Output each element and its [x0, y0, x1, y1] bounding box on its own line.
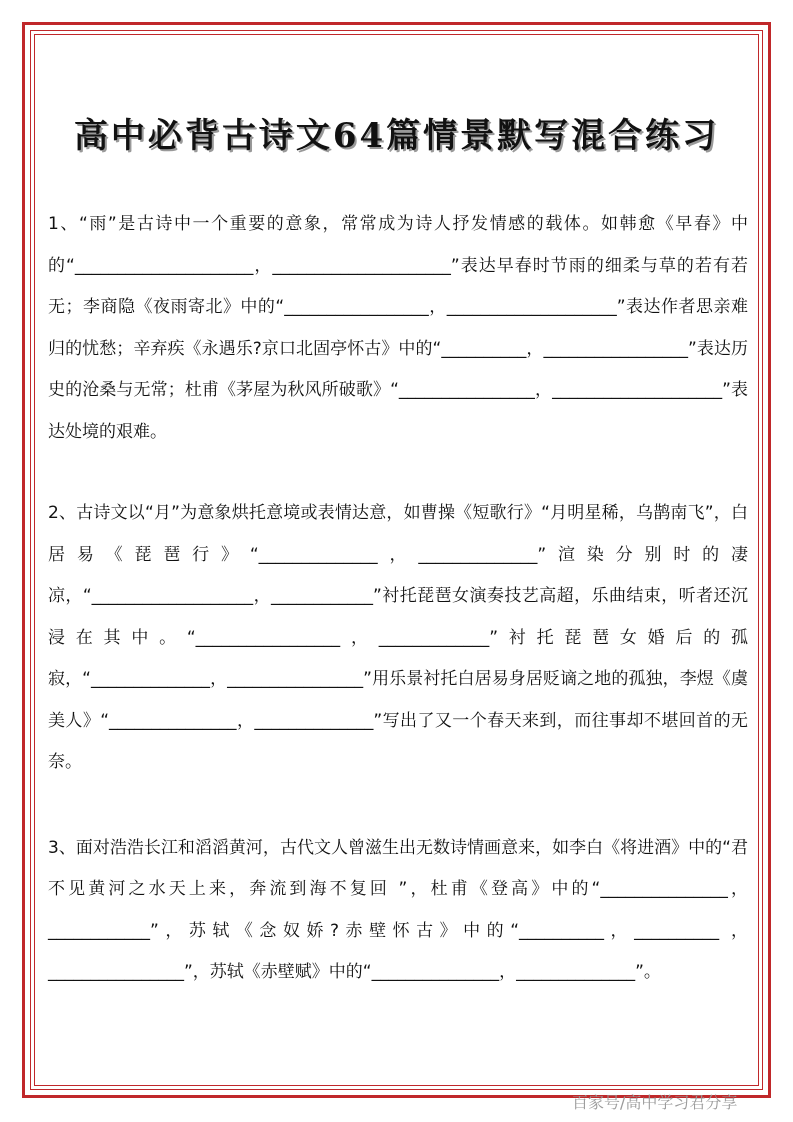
- question-1: 1、“雨”是古诗中一个重要的意象，常常成为诗人抒发情感的载体。如韩愈《早春》中的“_____________________，_____________________”表达早春时节雨的细柔与草的若有若无；李商隐《夜雨寄北》中的“_________________，____________________”表达作者思亲难归的忧愁；辛弃疾《永遇乐?京口北固亭怀古》中的“__________，_________________”表达历史的沧桑与无常；杜甫《茅屋为秋风所破歌》“________________，____________________”表达处境的艰难。: [48, 214, 748, 442]
- question-2: 2、古诗文以“月”为意象烘托意境或表情达意，如曹操《短歌行》“月明星稀，乌鹊南飞”，白居易《琵琶行》“______________，______________”渲染分别时的凄凉，“___________________，____________”衬托琵琶女演奏技艺高超，乐曲结束，听者还沉浸在其中。“_________________，_____________”衬托琵琶女婚后的孤寂，“______________，________________”用乐景衬托白居易身居贬谪之地的孤独，李煜《虞美人》“_______________，______________”写出了又一个春天来到，而往事却不堪回首的无奈。: [48, 503, 748, 772]
- document-title: 高中必背古诗文64篇情景默写混合练习: [73, 116, 720, 156]
- question-3: 3、面对浩浩长江和滔滔黄河，古代文人曾滋生出无数诗情画意来，如李白《将进酒》中的“君不见黄河之水天上来，奔流到海不复回 ”，杜甫《登高》中的“_______________，____________”，苏轼《念奴娇?赤壁怀古》中的“__________，__________ ，________________”，苏轼《赤壁赋》中的“_______________，______________”。: [48, 837, 748, 982]
- question-list: [48, 204, 748, 994]
- watermark: 百家号/高中学习君分享: [572, 1093, 738, 1112]
